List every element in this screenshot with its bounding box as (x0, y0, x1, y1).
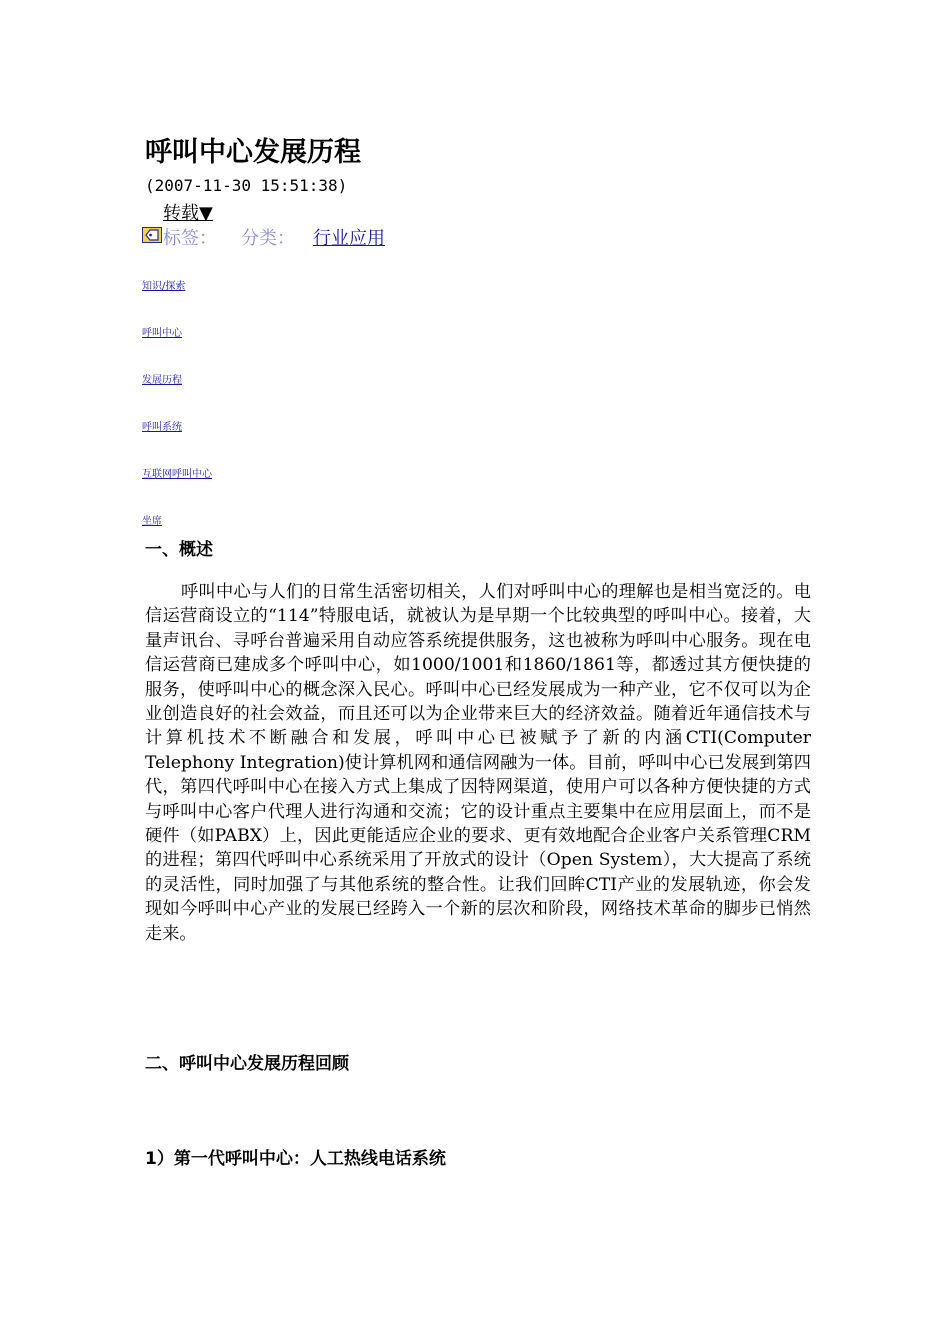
overview-heading: 一、概述 (145, 540, 213, 560)
category-label: 分类： (241, 228, 295, 249)
article-timestamp: (2007-11-30 15:51:38) (145, 176, 348, 195)
tag-link-knowledge[interactable]: 知识/探索 (142, 281, 186, 292)
first-gen-heading: 1）第一代呼叫中心：人工热线电话系统 (145, 1149, 446, 1169)
tags-label: 标签： (163, 228, 217, 249)
overview-paragraph: 呼叫中心与人们的日常生活密切相关，人们对呼叫中心的理解也是相当宽泛的。电信运营商设立的“114”特服电话，就被认为是早期一个比较典型的呼叫中心。接着，大量声讯台、寻呼台普遍采用自动应答系统提供服务，这也被称为呼叫中心服务。现在电信运营商已建成多个呼叫中心，如1000/1001和1860/1861等，都透过其方便快捷的服务，使呼叫中心的概念深入民心。呼叫中心已经发展成为一种产业，它不仅可以为企业创造良好的社会效益，而且还可以为企业带来巨大的经济效益。随着近年通信技术与计算机技术不断融合和发展，呼叫中心已被赋予了新的内涵CTI(Computer Telephony Integration)使计算机网和通信网融为一体。目前，呼叫中心已发展到第四代，第四代呼叫中心在接入方式上集成了因特网渠道，使用户可以各种方便快捷的方式与呼叫中心客户代理人进行沟通和交流；它的设计重点主要集中在应用层面上，而不是硬件（如PABX）上，因此更能适应企业的要求、更有效地配合企业客户关系管理CRM的进程；第四代呼叫中心系统采用了开放式的设计（Open System），大大提高了系统的灵活性，同时加强了与其他系统的整合性。让我们回眸CTI产业的发展轨迹，你会发现如今呼叫中心产业的发展已经跨入一个新的层次和阶段，网络技术革命的脚步已悄然走来。 (145, 582, 811, 944)
tag-icon (142, 227, 162, 243)
repost-link[interactable]: 转载▼ (163, 203, 213, 224)
tag-link-history[interactable]: 发展历程 (142, 375, 182, 386)
category-link[interactable]: 行业应用 (313, 228, 385, 249)
tag-link-call-center[interactable]: 呼叫中心 (142, 328, 182, 339)
history-heading: 二、呼叫中心发展历程回顾 (145, 1054, 349, 1074)
tag-link-internet-call-center[interactable]: 互联网呼叫中心 (142, 469, 212, 480)
tag-link-seat[interactable]: 坐席 (142, 516, 162, 527)
tag-link-call-system[interactable]: 呼叫系统 (142, 422, 182, 433)
article-meta-row (142, 224, 385, 248)
article-title: 呼叫中心发展历程 (145, 137, 361, 168)
